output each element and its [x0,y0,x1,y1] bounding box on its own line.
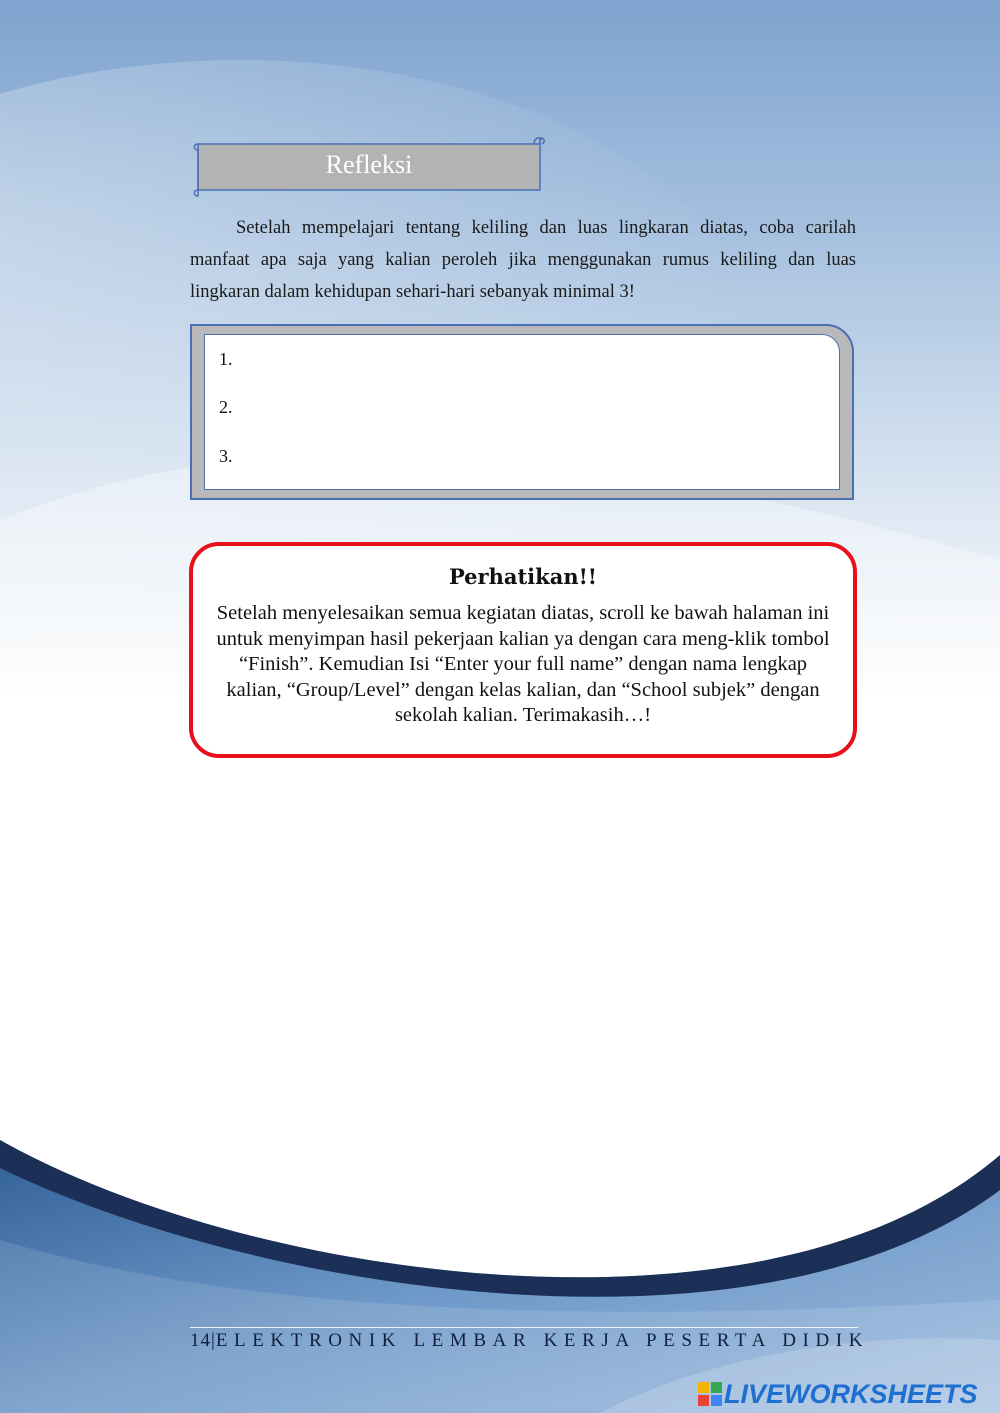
section-title: Refleksi [325,150,413,179]
answer-input-2[interactable] [249,395,779,423]
answer-box [204,334,840,490]
answer-number: 2. [219,397,233,417]
answer-input-3[interactable] [249,444,779,472]
watermark-text: LIVEWORKSHEETS [724,1378,978,1409]
liveworksheets-logo-icon [698,1382,722,1406]
answer-item-2 [219,391,779,423]
answer-item-3 [219,440,779,472]
answer-number: 3. [219,446,233,466]
instruction-paragraph: Setelah mempelajari tentang keliling dan luas lingkaran diatas, coba carilah manfaat apa saja yang kalian peroleh jika menggunakan rumus keliling dan luas lingkaran dalam kehidupan sehari-hari sebanyak minimal 3! [190,218,856,302]
answer-frame [190,324,854,500]
notice-body: Setelah menyelesaikan semua kegiatan diatas, scroll ke bawah halaman ini untuk menyimpan hasil pekerjaan kalian ya dengan cara meng-klik tombol “Finish”. Kemudian Isi “Enter your full name” dengan nama lengkap kalian, “Group/Level” dengan kelas kalian, dan “School subjek” dengan sekolah kalian. Terimakasih…! [216,602,830,726]
page-number: 14| [190,1330,216,1351]
answer-item-1 [219,343,779,375]
notice-box [189,542,857,758]
answer-input-1[interactable] [249,347,779,375]
footer-divider [190,1327,858,1328]
section-banner [190,134,548,198]
page-footer [190,1330,869,1352]
answer-number: 1. [219,349,233,369]
notice-title: Perhatikan!! [448,564,598,589]
liveworksheets-watermark [698,1380,978,1408]
footer-title: ELEKTRONIK LEMBAR KERJA PESERTA DIDIK [215,1330,870,1351]
